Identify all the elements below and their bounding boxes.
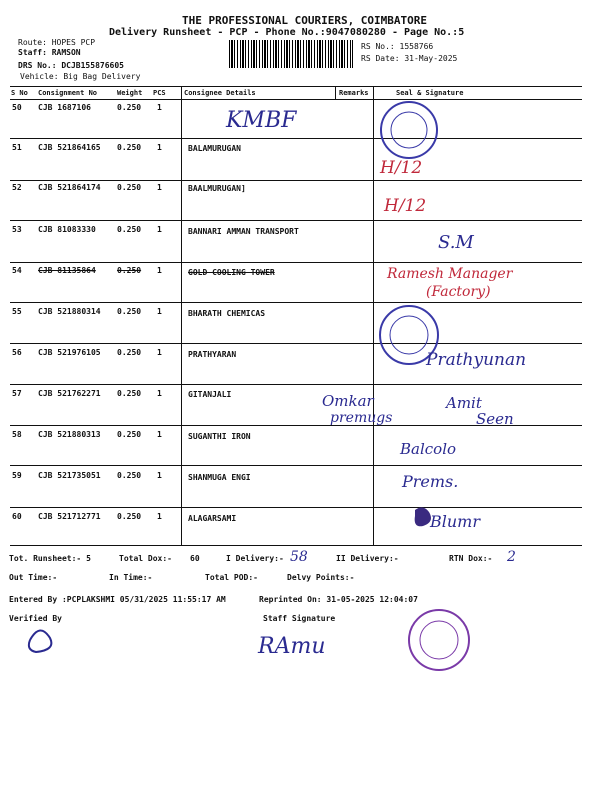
staff-signature-label: Staff Signature bbox=[263, 614, 336, 623]
company-seal-stamp bbox=[381, 102, 437, 158]
rs-date: RS Date: 31-May-2025 bbox=[361, 54, 458, 63]
row-consignment-no: CJB 521735051 bbox=[38, 471, 101, 480]
row-sno: 60 bbox=[12, 512, 22, 521]
row-consignment-no: CJB 521880313 bbox=[38, 430, 101, 439]
staff-label: Staff: RAMSON bbox=[18, 48, 81, 57]
ink-blot bbox=[415, 507, 431, 526]
handwritten-signature: S.M bbox=[438, 232, 474, 253]
row-consignment-no: CJB 521864165 bbox=[38, 143, 101, 152]
handwritten-signature: Balcolo bbox=[400, 440, 457, 458]
handwritten-signature: KMBF bbox=[226, 108, 297, 133]
rtn-dox-label: RTN Dox:- bbox=[449, 554, 493, 563]
row-pcs: 1 bbox=[157, 266, 162, 275]
row-pcs: 1 bbox=[157, 471, 162, 480]
company-title: THE PROFESSIONAL COURIERS, COIMBATORE bbox=[182, 14, 428, 27]
company-seal-stamp bbox=[409, 610, 469, 670]
row-weight: 0.250 bbox=[117, 389, 142, 398]
i-delivery-label: I Delivery:- bbox=[226, 554, 284, 563]
row-sno: 51 bbox=[12, 143, 22, 152]
row-consignee: GOLD COOLING TOWER bbox=[188, 268, 275, 277]
route-label: Route: HOPES PCP bbox=[18, 38, 96, 47]
row-consignment-no: CJB 521864174 bbox=[38, 183, 101, 192]
row-sno: 53 bbox=[12, 225, 22, 234]
col-header-sno: S No bbox=[11, 89, 28, 97]
handwritten-signature: premugs bbox=[330, 410, 393, 426]
row-consignment-no: CJB 81135864 bbox=[38, 266, 96, 275]
row-consignment-no: CJB 1687106 bbox=[38, 103, 91, 112]
row-pcs: 1 bbox=[157, 183, 162, 192]
row-pcs: 1 bbox=[157, 512, 162, 521]
row-pcs: 1 bbox=[157, 307, 162, 316]
handwritten-signature: Amit bbox=[446, 394, 482, 412]
col-header-weight: Weight bbox=[117, 89, 143, 97]
row-consignee: GITANJALI bbox=[188, 390, 232, 399]
verified-by-label: Verified By bbox=[9, 614, 62, 623]
row-consignee: BANNARI AMMAN TRANSPORT bbox=[188, 227, 299, 236]
delivery-points-label: Delvy Points:- bbox=[287, 573, 355, 582]
row-consignment-no: CJB 81083330 bbox=[38, 225, 96, 234]
row-consignee: PRATHYARAN bbox=[188, 350, 237, 359]
drs-number: DRS No.: DCJB155876605 bbox=[18, 61, 124, 70]
handwritten-signature: Seen bbox=[476, 410, 514, 428]
rtn-dox-value: 2 bbox=[507, 549, 516, 565]
col-header-consignment: Consignment No bbox=[38, 89, 98, 97]
row-sno: 56 bbox=[12, 348, 22, 357]
row-weight: 0.250 bbox=[117, 512, 142, 521]
row-weight: 0.250 bbox=[117, 307, 142, 316]
row-pcs: 1 bbox=[157, 103, 162, 112]
handwritten-signature: Omkar bbox=[322, 392, 374, 410]
row-consignee: BAALMURUGAN] bbox=[188, 184, 246, 193]
handwritten-signature: Prathyunan bbox=[426, 350, 527, 370]
row-consignment-no: CJB 521762271 bbox=[38, 389, 101, 398]
total-dox-value: 60 bbox=[190, 554, 200, 563]
row-pcs: 1 bbox=[157, 143, 162, 152]
col-header-pcs: PCS bbox=[153, 89, 166, 97]
row-weight: 0.250 bbox=[117, 103, 142, 112]
row-pcs: 1 bbox=[157, 430, 162, 439]
row-weight: 0.250 bbox=[117, 471, 142, 480]
row-weight: 0.250 bbox=[117, 225, 142, 234]
row-weight: 0.250 bbox=[117, 430, 142, 439]
col-header-seal-signature: Seal & Signature bbox=[396, 89, 464, 97]
row-pcs: 1 bbox=[157, 225, 162, 234]
col-header-consignee: Consignee Details bbox=[184, 89, 256, 97]
handwritten-signature: (Factory) bbox=[426, 284, 491, 300]
row-sno: 58 bbox=[12, 430, 22, 439]
row-consignee: SUGANTHI IRON bbox=[188, 432, 251, 441]
row-weight: 0.250 bbox=[117, 183, 142, 192]
row-consignment-no: CJB 521976105 bbox=[38, 348, 101, 357]
total-dox-label: Total Dox:- bbox=[119, 554, 172, 563]
row-weight: 0.250 bbox=[117, 348, 142, 357]
row-sno: 55 bbox=[12, 307, 22, 316]
staff-signature: RAmu bbox=[258, 634, 326, 659]
row-consignment-no: CJB 521880314 bbox=[38, 307, 101, 316]
handwritten-signature: H/12 bbox=[380, 158, 423, 178]
verifier-signature bbox=[29, 630, 52, 652]
handwritten-signature: Blumr bbox=[430, 512, 480, 531]
row-weight: 0.250 bbox=[117, 266, 142, 275]
row-pcs: 1 bbox=[157, 348, 162, 357]
vehicle-label: Vehicle: Big Bag Delivery bbox=[20, 72, 141, 81]
total-runsheet: Tot. Runsheet:- 5 bbox=[9, 554, 91, 563]
out-time-label: Out Time:- bbox=[9, 573, 58, 582]
row-consignee: ALAGARSAMI bbox=[188, 514, 237, 523]
row-sno: 57 bbox=[12, 389, 22, 398]
handwritten-signature: H/12 bbox=[384, 196, 427, 216]
ii-delivery-label: II Delivery:- bbox=[336, 554, 399, 563]
col-header-remarks: Remarks bbox=[339, 89, 369, 97]
handwritten-signature: Prems. bbox=[402, 472, 459, 491]
row-sno: 54 bbox=[12, 266, 22, 275]
row-sno: 59 bbox=[12, 471, 22, 480]
runsheet-subtitle: Delivery Runsheet - PCP - Phone No.:9047080280 - Page No.:5 bbox=[109, 27, 465, 38]
row-pcs: 1 bbox=[157, 389, 162, 398]
row-consignee: BALAMURUGAN bbox=[188, 144, 241, 153]
row-sno: 50 bbox=[12, 103, 22, 112]
row-weight: 0.250 bbox=[117, 143, 142, 152]
row-consignment-no: CJB 521712771 bbox=[38, 512, 101, 521]
row-consignee: SHANMUGA ENGI bbox=[188, 473, 251, 482]
i-delivery-value: 58 bbox=[290, 549, 308, 565]
handwritten-signature: Ramesh Manager bbox=[387, 266, 513, 282]
rs-number: RS No.: 1558766 bbox=[361, 42, 434, 51]
row-consignee: BHARATH CHEMICAS bbox=[188, 309, 266, 318]
in-time-label: In Time:- bbox=[109, 573, 153, 582]
reprinted-on: Reprinted On: 31-05-2025 12:04:07 bbox=[259, 595, 418, 604]
total-pod-label: Total POD:- bbox=[205, 573, 258, 582]
row-sno: 52 bbox=[12, 183, 22, 192]
entered-by: Entered By :PCPLAKSHMI 05/31/2025 11:55:17 AM bbox=[9, 595, 226, 604]
